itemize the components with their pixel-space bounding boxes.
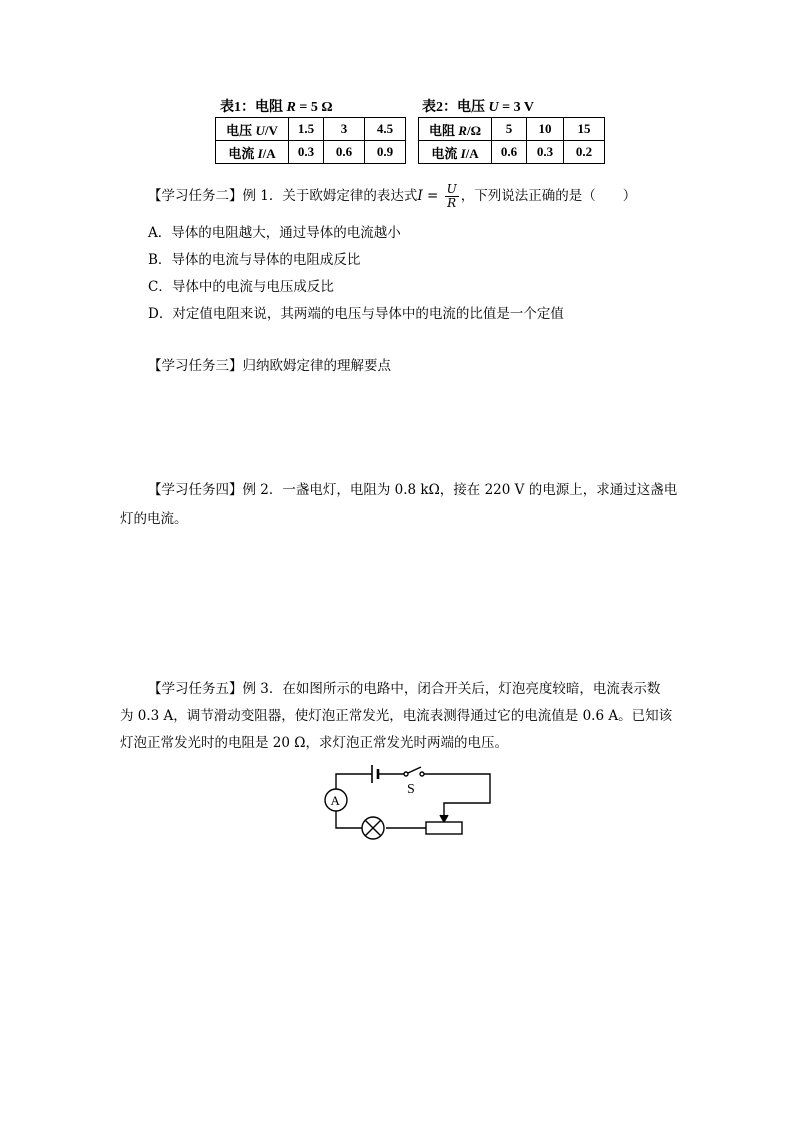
task4-line2: 灯的电流。 bbox=[120, 511, 188, 527]
task5-line3: 灯泡正常发光时的电阻是 20 Ω，求灯泡正常发光时两端的电压。 bbox=[120, 735, 508, 751]
formula-fraction bbox=[445, 183, 459, 210]
row-header: 电阻 R/Ω bbox=[419, 118, 492, 141]
table-cell: 0.3 bbox=[527, 141, 564, 164]
option-c: C．导体中的电流与电压成反比 bbox=[148, 279, 334, 295]
table2-caption-value: = 3 V bbox=[498, 100, 534, 115]
table-row bbox=[419, 118, 605, 141]
task5-line2: 为 0.3 A，调节滑动变阻器，使灯泡正常发光，电流表测得通过它的电流值是 0.6 A。已知该 bbox=[120, 708, 673, 724]
option-b: B．导体的电流与导体的电阻成反比 bbox=[148, 252, 361, 268]
task2-question bbox=[148, 183, 636, 210]
circuit-diagram bbox=[318, 762, 502, 848]
rheostat-slider-arrow bbox=[440, 815, 448, 822]
table1-caption-prefix: 表1：电阻 bbox=[220, 100, 283, 115]
switch-label: S bbox=[407, 782, 415, 797]
task2-text-after: ，下列说法正确的是（ ） bbox=[460, 188, 637, 204]
table2-caption bbox=[422, 96, 534, 116]
row-header: 电压 U/V bbox=[216, 118, 289, 141]
table2 bbox=[418, 117, 605, 164]
ammeter-label: A bbox=[330, 793, 340, 808]
task3-heading: 【学习任务三】归纳欧姆定律的理解要点 bbox=[148, 358, 391, 374]
table1 bbox=[215, 117, 406, 164]
switch-contact bbox=[420, 772, 424, 776]
table2-caption-prefix: 表2：电压 bbox=[422, 100, 485, 115]
table-cell: 3 bbox=[324, 118, 365, 141]
table1-caption-value: = 5 Ω bbox=[295, 100, 333, 115]
table-row bbox=[216, 118, 406, 141]
table-cell: 0.6 bbox=[324, 141, 365, 164]
row-header: 电流 I/A bbox=[419, 141, 492, 164]
table-cell: 4.5 bbox=[365, 118, 406, 141]
table-cell: 1.5 bbox=[289, 118, 324, 141]
formula-lhs: I bbox=[417, 188, 423, 204]
formula-eq: = bbox=[422, 188, 443, 204]
table2-caption-var: U bbox=[488, 100, 499, 115]
formula-denominator: R bbox=[447, 196, 457, 210]
table-cell: 0.2 bbox=[564, 141, 605, 164]
table-row bbox=[216, 141, 406, 164]
switch-blade bbox=[408, 767, 421, 773]
table-cell: 10 bbox=[527, 118, 564, 141]
table-cell: 0.3 bbox=[289, 141, 324, 164]
row-header: 电流 I/A bbox=[216, 141, 289, 164]
table-cell: 5 bbox=[492, 118, 527, 141]
table1-caption-var: R bbox=[286, 100, 296, 115]
task4-line1: 【学习任务四】例 2．一盏电灯，电阻为 0.8 kΩ，接在 220 V 的电源上，求通过这盏电 bbox=[148, 482, 678, 498]
switch-pivot bbox=[404, 772, 408, 776]
rheostat bbox=[426, 822, 462, 834]
formula-numerator: U bbox=[446, 182, 457, 196]
option-a: A．导体的电阻越大，通过导体的电流越小 bbox=[148, 225, 401, 241]
wire-bottom-left bbox=[336, 811, 362, 828]
wire-top-left bbox=[336, 774, 372, 789]
wire-top-right bbox=[424, 774, 490, 820]
table1-caption bbox=[220, 96, 333, 116]
table-cell: 0.6 bbox=[492, 141, 527, 164]
table-cell: 15 bbox=[564, 118, 605, 141]
task5-line1: 【学习任务五】例 3．在如图所示的电路中，闭合开关后，灯泡亮度较暗，电流表示数 bbox=[148, 681, 661, 697]
table-cell: 0.9 bbox=[365, 141, 406, 164]
option-d: D．对定值电阻来说，其两端的电压与导体中的电流的比值是一个定值 bbox=[148, 306, 564, 322]
task2-text-before: 【学习任务二】例 1．关于欧姆定律的表达式 bbox=[148, 188, 418, 204]
table-row bbox=[419, 141, 605, 164]
